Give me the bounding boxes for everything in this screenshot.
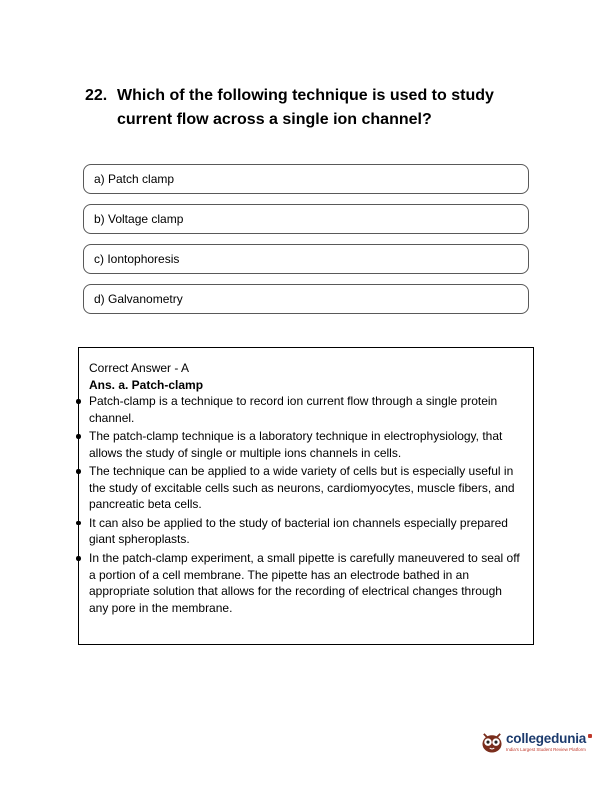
brand-name: collegedunia (506, 731, 587, 746)
brand-text-block (506, 731, 592, 752)
option-a[interactable] (83, 164, 529, 194)
option-b-label: b) Voltage clamp (94, 212, 184, 226)
options-list (83, 164, 529, 324)
option-c[interactable] (83, 244, 529, 274)
explanation-bullet-5: In the patch-clamp experiment, a small pipette is carefully maneuvered to seal off a portion of a cell membrane. The pipette has an electrode bathed in an appropriate solution that allows for the recording of electrical changes through any pore in the membrane. (89, 550, 523, 616)
collegedunia-logo[interactable] (481, 731, 592, 753)
question-text: Which of the following technique is used to study current flow across a single ion channel? (117, 87, 494, 128)
answer-box (78, 347, 534, 645)
explanation-list (89, 393, 523, 616)
brand-accent-mark (588, 734, 592, 738)
brand-tagline: India's Largest Student Review Platform (506, 747, 586, 752)
collegedunia-mascot-icon (481, 733, 503, 753)
explanation-bullet-2: The patch-clamp technique is a laboratory technique in electrophysiology, that allows the study of single or multiple ions channels in cells. (89, 428, 523, 461)
question (85, 84, 515, 132)
option-b[interactable] (83, 204, 529, 234)
explanation-bullet-4: It can also be applied to the study of bacterial ion channels especially prepared giant spheroplasts. (89, 515, 523, 548)
correct-answer-line: Correct Answer - A (89, 361, 190, 375)
answer-label-line: Ans. a. Patch-clamp (89, 377, 204, 392)
option-d[interactable] (83, 284, 529, 314)
option-a-label: a) Patch clamp (94, 172, 175, 186)
question-number: 22. (85, 87, 108, 104)
option-d-label: d) Galvanometry (94, 292, 183, 306)
option-c-label: c) Iontophoresis (94, 252, 180, 266)
explanation-bullet-1: Patch-clamp is a technique to record ion current flow through a single protein channel. (89, 393, 523, 426)
explanation-bullet-3: The technique can be applied to a wide variety of cells but is especially useful in the study of excitable cells such as neurons, cardiomyocytes, muscle fibers, and pancreatic beta cells. (89, 463, 523, 513)
